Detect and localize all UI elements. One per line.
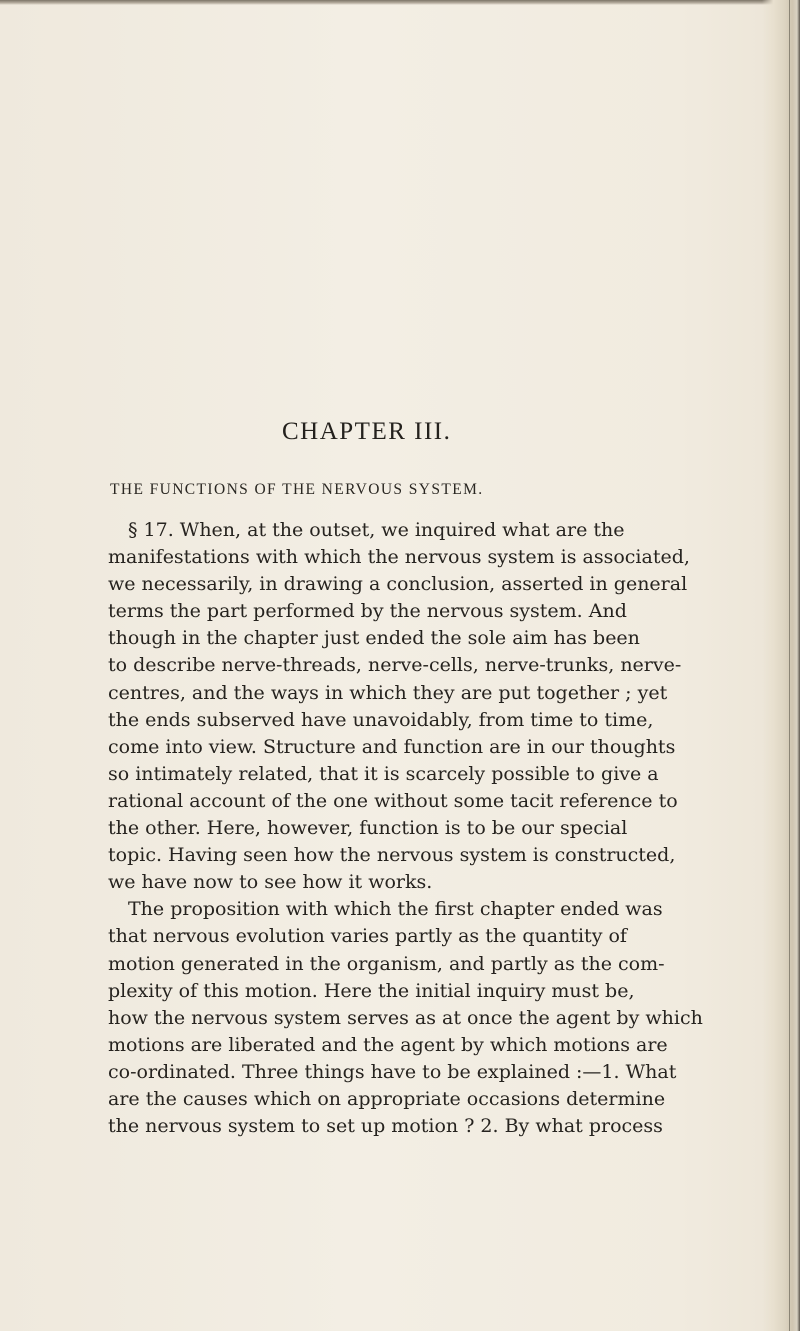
text-line: topic. Having seen how the nervous system is constructed, (108, 844, 676, 867)
text-line: to describe nerve-threads, nerve-cells, nerve-trunks, nerve- (108, 654, 682, 677)
text-line: the other. Here, however, function is to be our special (108, 817, 628, 840)
binding-line (789, 0, 790, 1331)
text-line: we necessarily, in drawing a conclusion, asserted in general (108, 573, 688, 596)
book-binding-edge (762, 0, 800, 1331)
text-line: centres, and the ways in which they are put together ; yet (108, 681, 668, 704)
text-line: terms the part performed by the nervous system. And (108, 600, 627, 623)
text-line: co-ordinated. Three things have to be explained :—1. What (108, 1060, 677, 1083)
page-top-edge (0, 0, 800, 5)
text-line: the ends subserved have unavoidably, from time to time, (108, 708, 654, 731)
text-line: come into view. Structure and function are in our thoughts (108, 735, 676, 758)
text-line: though in the chapter just ended the sole aim has been (108, 627, 640, 650)
body-text (108, 517, 730, 1140)
text-line: § 17. When, at the outset, we inquired what are the (128, 519, 625, 541)
text-line: that nervous evolution varies partly as the quantity of (108, 925, 627, 948)
text-line: are the causes which on appropriate occasions determine (108, 1087, 666, 1110)
text-line: manifestations with which the nervous system is associated, (108, 546, 690, 569)
text-line: the nervous system to set up motion ? 2. By what process (108, 1115, 663, 1138)
text-line: motions are liberated and the agent by which motions are (108, 1033, 668, 1056)
text-line: plexity of this motion. Here the initial inquiry must be, (108, 979, 635, 1002)
chapter-title: CHAPTER III. (282, 418, 452, 445)
text-line: rational account of the one without some tacit reference to (108, 789, 678, 812)
text-line: motion generated in the organism, and partly as the com- (108, 952, 665, 975)
text-line: The proposition with which the first chapter ended was (128, 898, 663, 921)
text-line: so intimately related, that it is scarcely possible to give a (108, 762, 659, 785)
text-line: how the nervous system serves as at once the agent by which (108, 1006, 703, 1029)
section-title: THE FUNCTIONS OF THE NERVOUS SYSTEM. (110, 481, 484, 498)
text-line: we have now to see how it works. (108, 871, 433, 894)
